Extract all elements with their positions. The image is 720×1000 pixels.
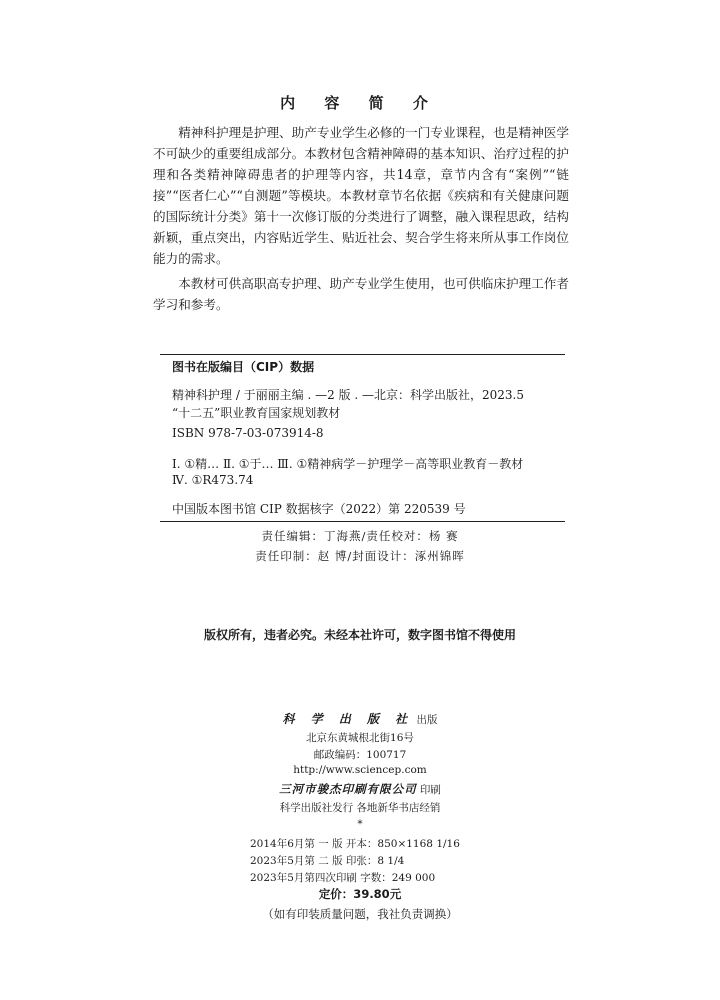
printer-action: 印刷: [419, 784, 441, 796]
summary-paragraph-2: 本教材可供高职高专护理、助产专业学生使用，也可供临床护理工作者学习和参考。: [153, 276, 569, 312]
cip-line-isbn: ISBN 978-7-03-073914-8: [172, 426, 324, 440]
copyright-notice: 版权所有，违者必究。未经本社许可，数字图书馆不得使用: [203, 628, 516, 642]
cip-line-call-number: Ⅳ. ①R473.74: [172, 473, 254, 487]
cip-line-series: “十二五”职业教育国家规划教材: [172, 406, 341, 420]
publisher-postcode: 邮政编码：100717: [313, 749, 407, 761]
cip-line-record-number: 中国版本图书馆 CIP 数据核字（2022）第 220539 号: [172, 502, 466, 516]
cip-heading: 图书在版编目（CIP）数据: [172, 360, 315, 374]
spec-row-1: 2014年6月第 一 版 开本：850×1168 1/16: [250, 838, 460, 850]
price: 定价：39.80元: [318, 887, 402, 901]
cip-line-classification: Ⅰ. ①精… Ⅱ. ①于… Ⅲ. ①精神病学－护理学－高等职业教育－教材: [172, 457, 524, 471]
spec-row-2: 2023年5月第 二 版 印张：8 1/4: [250, 855, 405, 867]
publisher-action: 出版: [416, 714, 438, 726]
cip-line-title: 精神科护理 / 于丽丽主编 . —2 版 . —北京：科学出版社，2023.5: [172, 388, 524, 402]
printer-name: 三河市骏杰印刷有限公司: [279, 782, 417, 796]
cip-bottom-rule: [160, 521, 565, 522]
publisher-name: 科 学 出 版 社: [282, 712, 414, 726]
separator-asterisk: *: [357, 818, 363, 830]
publisher-line: [0, 710, 720, 727]
responsibility-line-1: 责任编辑：丁海燕/责任校对：杨 赛: [261, 529, 459, 543]
summary-title: 内 容 简 介: [280, 94, 440, 112]
spec-row-3: 2023年5月第四次印刷 字数：249 000: [250, 872, 436, 884]
distribution-line: 科学出版社发行 各地新华书店经销: [279, 802, 441, 814]
publisher-url: http://www.sciencep.com: [293, 764, 427, 776]
summary-body: [153, 122, 569, 319]
cip-top-rule: [160, 354, 565, 355]
summary-paragraph-1: 精神科护理是护理、助产专业学生必修的一门专业课程，也是精神医学不可缺少的重要组成部分。本教材包含精神障碍的基本知识、治疗过程的护理和各类精神障碍患者的护理等内容，共14章，章节内含有“案例”“链接”“医者仁心”“自测题”等模块。本教材章节名依据《疾病和有关健康问题的国际统计分类》第十一次修订版的分类进行了调整，融入课程思政，结构新颖，重点突出，内容贴近学生、贴近社会、契合学生将来所从事工作岗位能力的需求。: [153, 125, 569, 266]
publisher-address: 北京东黄城根北街16号: [306, 732, 414, 744]
quality-note: （如有印装质量问题，我社负责调换）: [262, 907, 458, 921]
responsibility-line-2: 责任印制：赵 博/封面设计：涿州锦晖: [255, 549, 465, 563]
printer-line: [0, 781, 720, 797]
